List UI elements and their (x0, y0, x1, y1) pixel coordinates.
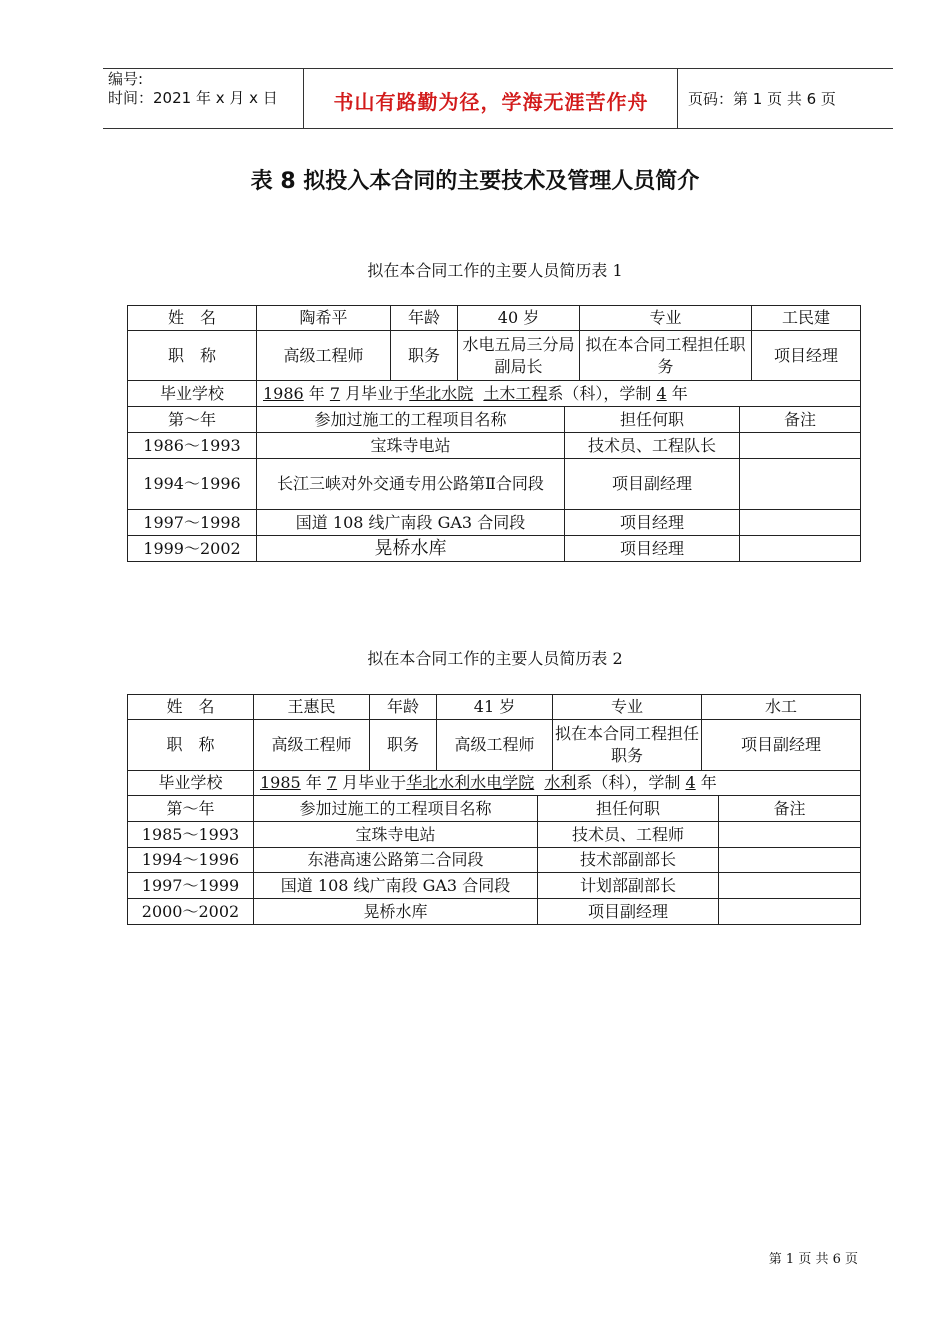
project-cell: 长江三峡对外交通专用公路第Ⅱ合同段 (257, 459, 565, 510)
project-cell: 宝珠寺电站 (254, 822, 538, 848)
age-label: 年龄 (370, 695, 437, 720)
role-value: 项目经理 (752, 331, 861, 381)
period-cell: 1994～1996 (128, 848, 254, 873)
note-cell (740, 459, 861, 510)
col-duty-header: 担任何职 (538, 796, 719, 822)
title-value: 高级工程师 (254, 720, 370, 771)
number-label: 编号: (108, 70, 144, 88)
age-value: 41 岁 (437, 695, 553, 720)
title-value: 高级工程师 (257, 331, 391, 381)
header-top-rule (103, 68, 893, 69)
period-cell: 1997～1999 (128, 873, 254, 899)
col-period-header: 第～年 (128, 407, 257, 433)
name-label: 姓 名 (128, 306, 257, 331)
period-cell: 1994～1996 (128, 459, 257, 510)
age-value: 40 岁 (458, 306, 580, 331)
duty-cell: 技术部副部长 (538, 848, 719, 873)
duty-cell: 计划部副部长 (538, 873, 719, 899)
table-row (128, 433, 861, 459)
period-cell: 1986～1993 (128, 433, 257, 459)
major-label: 专业 (580, 306, 752, 331)
table-row (128, 899, 861, 925)
position-label: 职务 (391, 331, 458, 381)
name-value: 陶希平 (257, 306, 391, 331)
resume2-caption: 拟在本合同工作的主要人员简历表 2 (367, 649, 623, 668)
name-value: 王惠民 (254, 695, 370, 720)
project-cell: 宝珠寺电站 (257, 433, 565, 459)
period-cell: 1985～1993 (128, 822, 254, 848)
role-label: 拟在本合同工程担任职务 (553, 720, 702, 771)
col-note-header: 备注 (719, 796, 861, 822)
age-label: 年龄 (391, 306, 458, 331)
col-project-header: 参加过施工的工程项目名称 (254, 796, 538, 822)
title-label: 职 称 (128, 331, 257, 381)
note-cell (719, 873, 861, 899)
period-cell: 1999～2002 (128, 536, 257, 562)
duty-cell: 技术员、工程队长 (565, 433, 740, 459)
note-cell (740, 433, 861, 459)
table-row (128, 822, 861, 848)
duty-cell: 技术员、工程师 (538, 822, 719, 848)
note-cell (719, 899, 861, 925)
period-cell: 1997～1998 (128, 510, 257, 536)
page-footer: 第 1 页 共 6 页 (768, 1252, 858, 1267)
title-label: 职 称 (128, 720, 254, 771)
table-row (128, 848, 861, 873)
role-value: 项目副经理 (702, 720, 861, 771)
header-bottom-rule (103, 128, 893, 129)
position-label: 职务 (370, 720, 437, 771)
header-meta (108, 70, 278, 108)
duty-cell: 项目副经理 (538, 899, 719, 925)
note-cell (719, 848, 861, 873)
header-motto: 书山有路勤为径，学海无涯苦作舟 (333, 90, 649, 114)
note-cell (719, 822, 861, 848)
project-cell: 国道 108 线广南段 GA3 合同段 (257, 510, 565, 536)
name-label: 姓 名 (128, 695, 254, 720)
role-label: 拟在本合同工程担任职务 (580, 331, 752, 381)
time-label: 时间：2021 年 x 月 x 日 (108, 89, 278, 107)
note-cell (740, 536, 861, 562)
major-value: 工民建 (752, 306, 861, 331)
resume2-info-table (127, 694, 861, 796)
col-duty-header: 担任何职 (565, 407, 740, 433)
resume1-history-table (127, 406, 861, 562)
position-value: 水电五局三分局副局长 (458, 331, 580, 381)
school-value: 1986 年 7 月毕业于华北水院 土木工程系（科），学制 4 年 (257, 381, 861, 407)
school-value: 1985 年 7 月毕业于华北水利水电学院 水利系（科），学制 4 年 (254, 771, 861, 796)
position-value: 高级工程师 (437, 720, 553, 771)
school-label: 毕业学校 (128, 381, 257, 407)
duty-cell: 项目经理 (565, 510, 740, 536)
school-label: 毕业学校 (128, 771, 254, 796)
col-period-header: 第～年 (128, 796, 254, 822)
table-row (128, 536, 861, 562)
resume2-history-table (127, 795, 861, 925)
page-code: 页码：第 1 页 共 6 页 (688, 90, 836, 108)
table-row (128, 459, 861, 510)
resume1-info-table (127, 305, 861, 407)
major-label: 专业 (553, 695, 702, 720)
duty-cell: 项目经理 (565, 536, 740, 562)
table-row (128, 873, 861, 899)
project-cell: 国道 108 线广南段 GA3 合同段 (254, 873, 538, 899)
note-cell (740, 510, 861, 536)
col-note-header: 备注 (740, 407, 861, 433)
project-cell: 晃桥水库 (254, 899, 538, 925)
document-title: 表 8 拟投入本合同的主要技术及管理人员简介 (250, 169, 700, 194)
duty-cell: 项目副经理 (565, 459, 740, 510)
period-cell: 2000～2002 (128, 899, 254, 925)
resume1-caption: 拟在本合同工作的主要人员简历表 1 (367, 261, 623, 280)
table-row (128, 510, 861, 536)
project-cell: 东港高速公路第二合同段 (254, 848, 538, 873)
major-value: 水工 (702, 695, 861, 720)
project-cell: 晃桥水库 (257, 536, 565, 562)
col-project-header: 参加过施工的工程项目名称 (257, 407, 565, 433)
